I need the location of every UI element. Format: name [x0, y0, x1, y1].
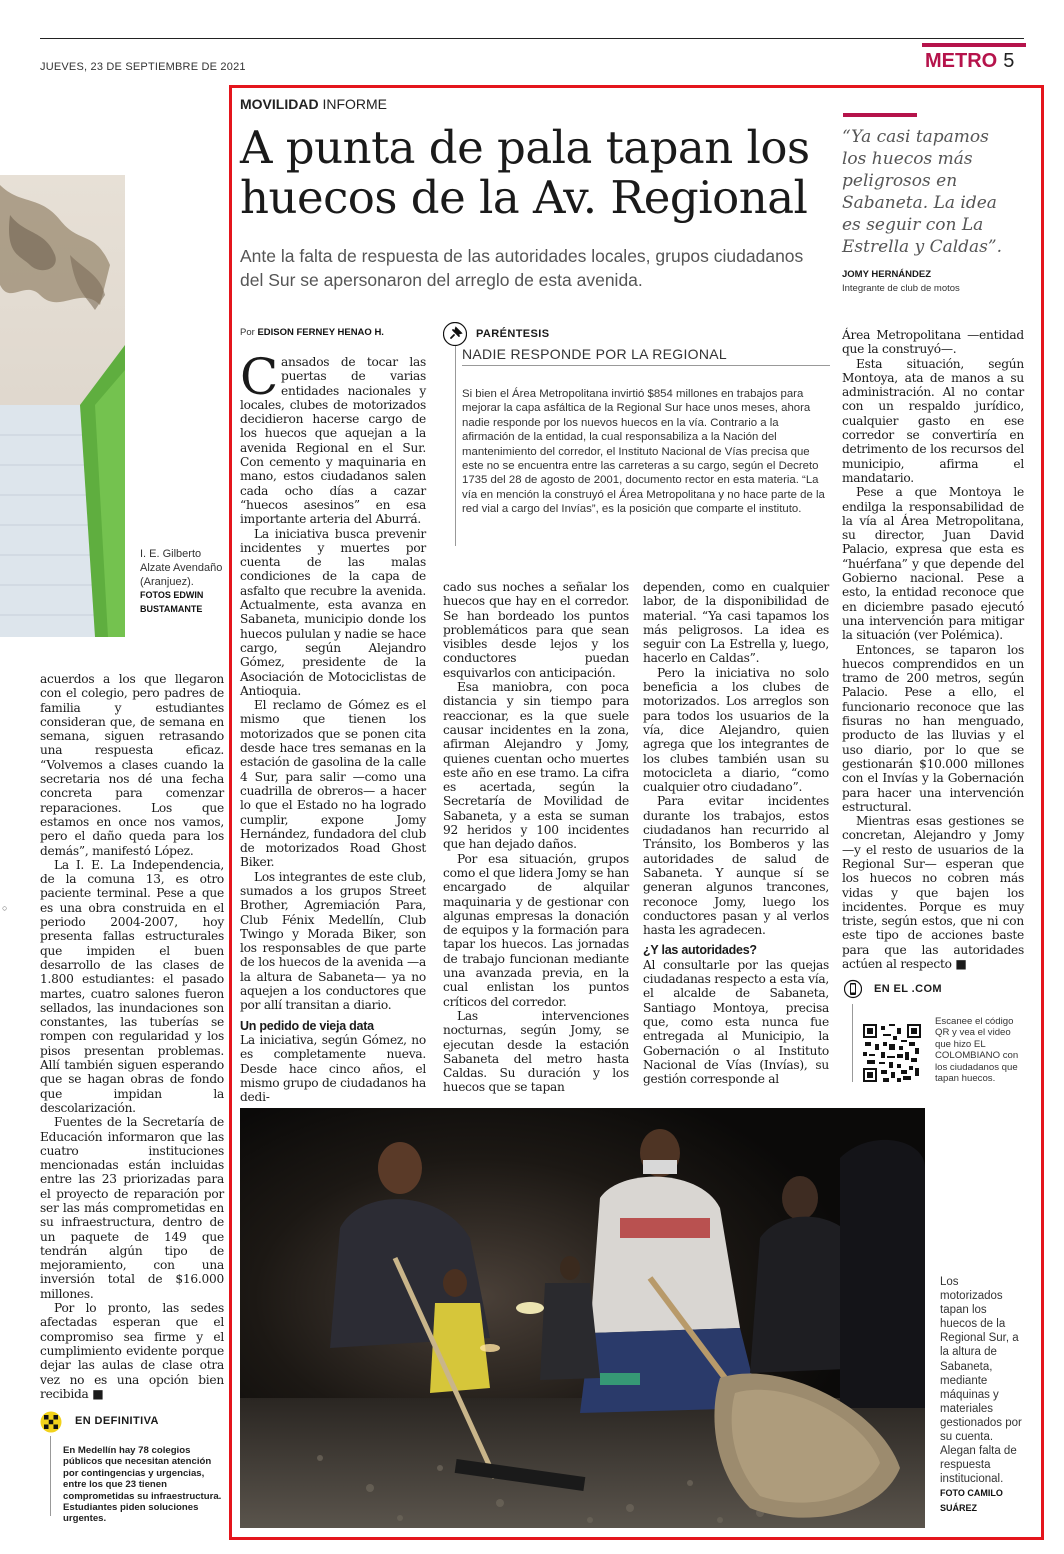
paragraph: Al consultarle por las quejas ciudadanas respecto a esta vía, el alcalde de Sabaneta, Santiago Montoya, precisa que, como esta nunca fue entregada al Municipio, la Gobernación o al Instituto Nacional de Vías (Invías), su gestión corresponde al — [643, 957, 830, 1087]
paragraph: Pero la iniciativa no solo beneficia a los clubes de motorizados. Los arreglos son para todos los usuarios de la vía, dice Alejandro, quien agrega que los integrantes de los clubes también usan su motocicleta a diario, “como cualquier otro ciudadano”. — [643, 665, 829, 795]
paragraph: La I. E. La Independencia, de la comuna 13, es otro paciente terminal. Pese a que es una obra construida en el periodo 2004-2007, hoy presenta fallas estructurales que impiden el buen desarrollo de las clases de 1.800 estudiantes: el pasado martes, cuatro salones fueron sellados, las inundaciones son constantes, las tuberías se rompen con regularidad y los pisos presentan problemas. Allí también siguen esperando que se hagan obras de fondo que impidan la descolarización. — [40, 857, 224, 1115]
paragraph: Las intervenciones nocturnas, según Jomy, se ejecutan desde la estación Sabaneta del metro hasta Caldas. Su duración y los huecos que se tapan — [443, 1008, 629, 1095]
subhead: ¿Y las autoridades? — [643, 943, 757, 958]
paragraph: Pese a que Montoya le endilga la responsabilidad de la vía al Área Metropolitana, su director, Juan David Palacio, expresa que esta es “huérfana” y que depende del Gobierno nacional. Pese a esto, la entidad reconoce que en diciembre pasado ejecutó una intervención para mitigar la situación (ver Polémica). — [842, 485, 1024, 643]
caption-text: I. E. Gilberto Alzate Avendaño (Aranjuez). — [140, 548, 223, 588]
paragraph: El reclamo de Gómez es el mismo que tienen los motorizados que se ponen cita desde hace tres semanas en la estación de gasolina de la calle 4 Sur, para salir —como una cuadrilla de obreros— a hacer lo que el Estado no ha logrado cumplir, expone Jomy Hernández, fundadora del club de motorizados Road Ghost Biker. — [240, 698, 426, 870]
article-column-4 — [842, 328, 1024, 971]
paragraph: Mientras esas gestiones se concretan, Alejandro y Jomy —y el resto de usuarios de la Regional Sur— esperan que los huecos no cobren más vidas y que bajen los incidentes. Porque es muy triste, según estos, que ni con este tipo de acciones baste para que las autoridades actúen al respecto ■ — [842, 814, 1024, 972]
section-accent-bar — [922, 43, 1026, 47]
caption-text: Los motorizados tapan los huecos de la Regional Sur, a la altura de Sabaneta, mediante máquinas y materiales gestionados por su cuenta. Alegan falta de respuesta institucional. — [940, 1276, 1022, 1486]
article-column-1 — [240, 348, 426, 1105]
quote-author: JOMY HERNÁNDEZ — [842, 269, 932, 280]
paragraph: cado sus noches a señalar los huecos que hay en el corredor. Se han bordeado los puntos problemáticos para que sean visibles desde lejos y los conductores puedan esquivarlos con anticipación. — [443, 580, 629, 680]
paragraph: La iniciativa, según Gómez, no es completamente nueva. Desde hace cinco años, el mismo grupo de ciudadanos ha dedi- — [240, 1032, 426, 1105]
left-article-column — [40, 672, 224, 1401]
paragraph: Por lo pronto, las sedes afectadas esperan que el compromiso sea firme y el cumplimiento evidente porque dejar las aulas de clase otra vez no es una opción bien recibida ■ — [40, 1301, 224, 1401]
parentesis-title: PARÉNTESIS — [476, 328, 550, 340]
paragraph: Esta situación, según Montoya, ata de manos a su administración. Al no contar con un respaldo jurídico, cualquier gasto en ese corredor se convertiría en detrimento de los recursos del municipio, afirma el mandatario. — [842, 356, 1024, 485]
paragraph: Entonces, se taparon los huecos comprendidos en un tramo de 200 metros, según Palacio. Pese a ello, el funcionario reconoce que las fisuras no han menguado, producto de las lluvias y el uso diario, por lo que se gestionarán $10.000 millones con el Invías y la Gobernación para hacer una intervención estructural. — [842, 642, 1024, 814]
box-rule — [455, 346, 456, 546]
photo-credit: FOTO CAMILO SUÁREZ — [940, 1488, 1003, 1513]
checkered-icon — [40, 1411, 62, 1433]
parentesis-subtitle: NADIE RESPONDE POR LA REGIONAL — [462, 346, 830, 366]
drop-cap: C — [240, 348, 279, 406]
paragraph: acuerdos a los que llegaron con el colegio, pero padres de familia y estudiantes consideran que, de semana en semana, siguen retrasando una respuesta eficaz. “Volvemos a clases cuando la secretaria nos dé una fecha concreta para comenzar reparaciones. Los que estamos en once nos vamos, pero el daño queda para los demás”, manifestó López. — [40, 672, 224, 858]
byline — [240, 327, 384, 338]
photo-credit: FOTOS EDWIN BUSTAMANTE — [140, 590, 204, 615]
article-deck: Ante la falta de respuesta de las autoridades locales, grupos ciudadanos del Sur se apersonaron del arreglo de esta avenida. — [240, 246, 804, 290]
headline: A punta de pala tapan los huecos de la Av. Regional — [240, 121, 810, 224]
en-definitiva-title: EN DEFINITIVA — [75, 1415, 159, 1427]
paragraph: Área Metropolitana —entidad que la construyó—. — [842, 328, 1024, 357]
article-column-2 — [443, 580, 629, 1095]
paragraph — [240, 348, 426, 527]
page-date: JUEVES, 23 DE SEPTIEMBRE DE 2021 — [40, 61, 246, 73]
school-wall-photo — [0, 175, 125, 637]
paragraph: Esa maniobra, con poca distancia y sin tiempo para reaccionar, es la que suele causar incidentes en la zona, afirman Alejandro y Jomy, quienes cuentan ocho muertes este año en ese tramo. La cifra es acertada, según la Secretaría de Movilidad de Sabaneta, y a esta se suman 92 heridos y 100 incidentes que han dejado daños. — [443, 680, 629, 852]
photo-top-caption — [140, 548, 226, 617]
article-column-3 — [643, 580, 829, 1086]
paragraph: dependen, como en cualquier labor, de la disponibilidad de material. “Ya casi tapamos los más peligrosos. La idea es seguir con La Estrella y, luego, hacerlo en Caldas”. — [643, 580, 829, 666]
page-number: 5 — [1003, 50, 1015, 72]
en-definitiva-text: En Medellín hay 78 colegios públicos que necesitan atención por contingencias y urgencias, entre los que 23 tienen comprometidas su infraestructura. Estudiantes piden soluciones urgentes. — [63, 1445, 222, 1525]
paragraph: Fuentes de la Secretaría de Educación informaron que las cuatro instituciones mencionadas están incluidas entre las 23 priorizadas para el proyecto de reparación por ser las más comprometidas en su infraestructura, dentro de un paquete de 149 que tendrán algún tipo de mejoramiento, con una inversión total de $16.000 millones. — [40, 1115, 224, 1301]
section-label — [925, 50, 1014, 73]
en-el-com-text: Escanee el código QR y vea el video que hizo EL COLOMBIANO con los ciudadanos que tapan huecos. — [935, 1016, 1019, 1085]
article-kicker — [240, 96, 387, 112]
pin-icon — [443, 322, 467, 346]
margin-mark: ○ — [2, 903, 8, 913]
box-rule — [852, 1004, 853, 1082]
paragraph: Por esa situación, grupos como el que lidera Jomy se han encargado de alquilar maquinaria y de gestionar con algunas empresas la donación de equipos y la formación para tapar los huecos. Las jornadas de trabajo funcionan mediante una avanzada previa, en la cual enlistan los puntos críticos del corredor. — [443, 851, 629, 1009]
photo-main-caption — [940, 1275, 1024, 1515]
byline-author: EDISON FERNEY HENAO H. — [257, 327, 384, 338]
quote-role: Integrante de club de motos — [842, 283, 960, 294]
paragraph: Los integrantes de este club, sumados a los grupos Street Brother, Agremiación Para, Club Fénix Medellín, Club Twingo y Morada Biker, son los responsables de que parte de los huecos de la avenida —a la altura de Sabaneta— ya no aquejen a los conductores que por allí transitan a diario. — [240, 869, 426, 1013]
pull-quote: “Ya casi tapamos los huecos más peligrosos en Sabaneta. La idea es seguir con La Estrella y Caldas”. — [842, 127, 1002, 257]
box-rule — [50, 1436, 51, 1516]
top-rule — [40, 38, 1024, 39]
section-name: METRO — [925, 50, 998, 72]
kicker-topic: MOVILIDAD — [240, 96, 319, 112]
parentesis-text: Si bien el Área Metropolitana invirtió $854 millones en trabajos para mejorar la capa asfáltica de la Regional Sur hace unos meses, ahora nadie responde por los nuevos huecos en la vía. Contrario a la afirmación de la entidad, la cual responsabiliza a la Nación del mantenimiento del corredor, el Instituto Nacional de Vías precisa que este no se encuentra entre las carreteras a su cargo, según el Decreto 1735 del 28 de agosto de 2001, documento rector en esta materia. “La vía en mención la construyó el Área Metropolitana y no hace parte de la red vial a cargo del Invías”, es la posición que comparte el instituto. — [462, 388, 825, 516]
paragraph: Para evitar incidentes durante los trabajos, estos ciudadanos han recurrido al Tránsito, los Bomberos y las autoridades de salud de Sabaneta. Y aunque sí se generan algunos trancones, reconoce Jomy, luego los conductores pasan y al verlos hasta les agradecen. — [643, 794, 829, 938]
paragraph: La iniciativa busca prevenir incidentes y muertes por cuenta de las malas condiciones de la capa de asfalto que recubre la avenida. Actualmente, esta avanza en Sabaneta, municipio donde los huecos pululan y nadie se hace cargo, según Alejandro Gómez, presidente de la Asociación de Motociclistas de Antioquia. — [240, 526, 426, 698]
mobile-phone-icon — [844, 978, 862, 1000]
paragraph-text: ansados de tocar las puertas de varias entidades nacionales y locales, clubes de motorizados decidieron hacerse cargo de los huecos que aquejan a la avenida Regional en el Sur. Con cemento y maquinaria en mano, estos ciudadanos salen cada ocho días a cazar “huecos asesinos” en esa importante arteria del Aburrá. — [240, 355, 426, 527]
subhead: Un pedido de vieja data — [240, 1018, 374, 1033]
kicker-type: INFORME — [322, 96, 388, 112]
qr-code[interactable] — [863, 1024, 921, 1082]
byline-prefix: Por — [240, 327, 255, 338]
night-road-repair-photo — [240, 1108, 925, 1528]
quote-accent-bar — [843, 113, 917, 117]
en-el-com-title: EN EL .COM — [874, 983, 942, 995]
